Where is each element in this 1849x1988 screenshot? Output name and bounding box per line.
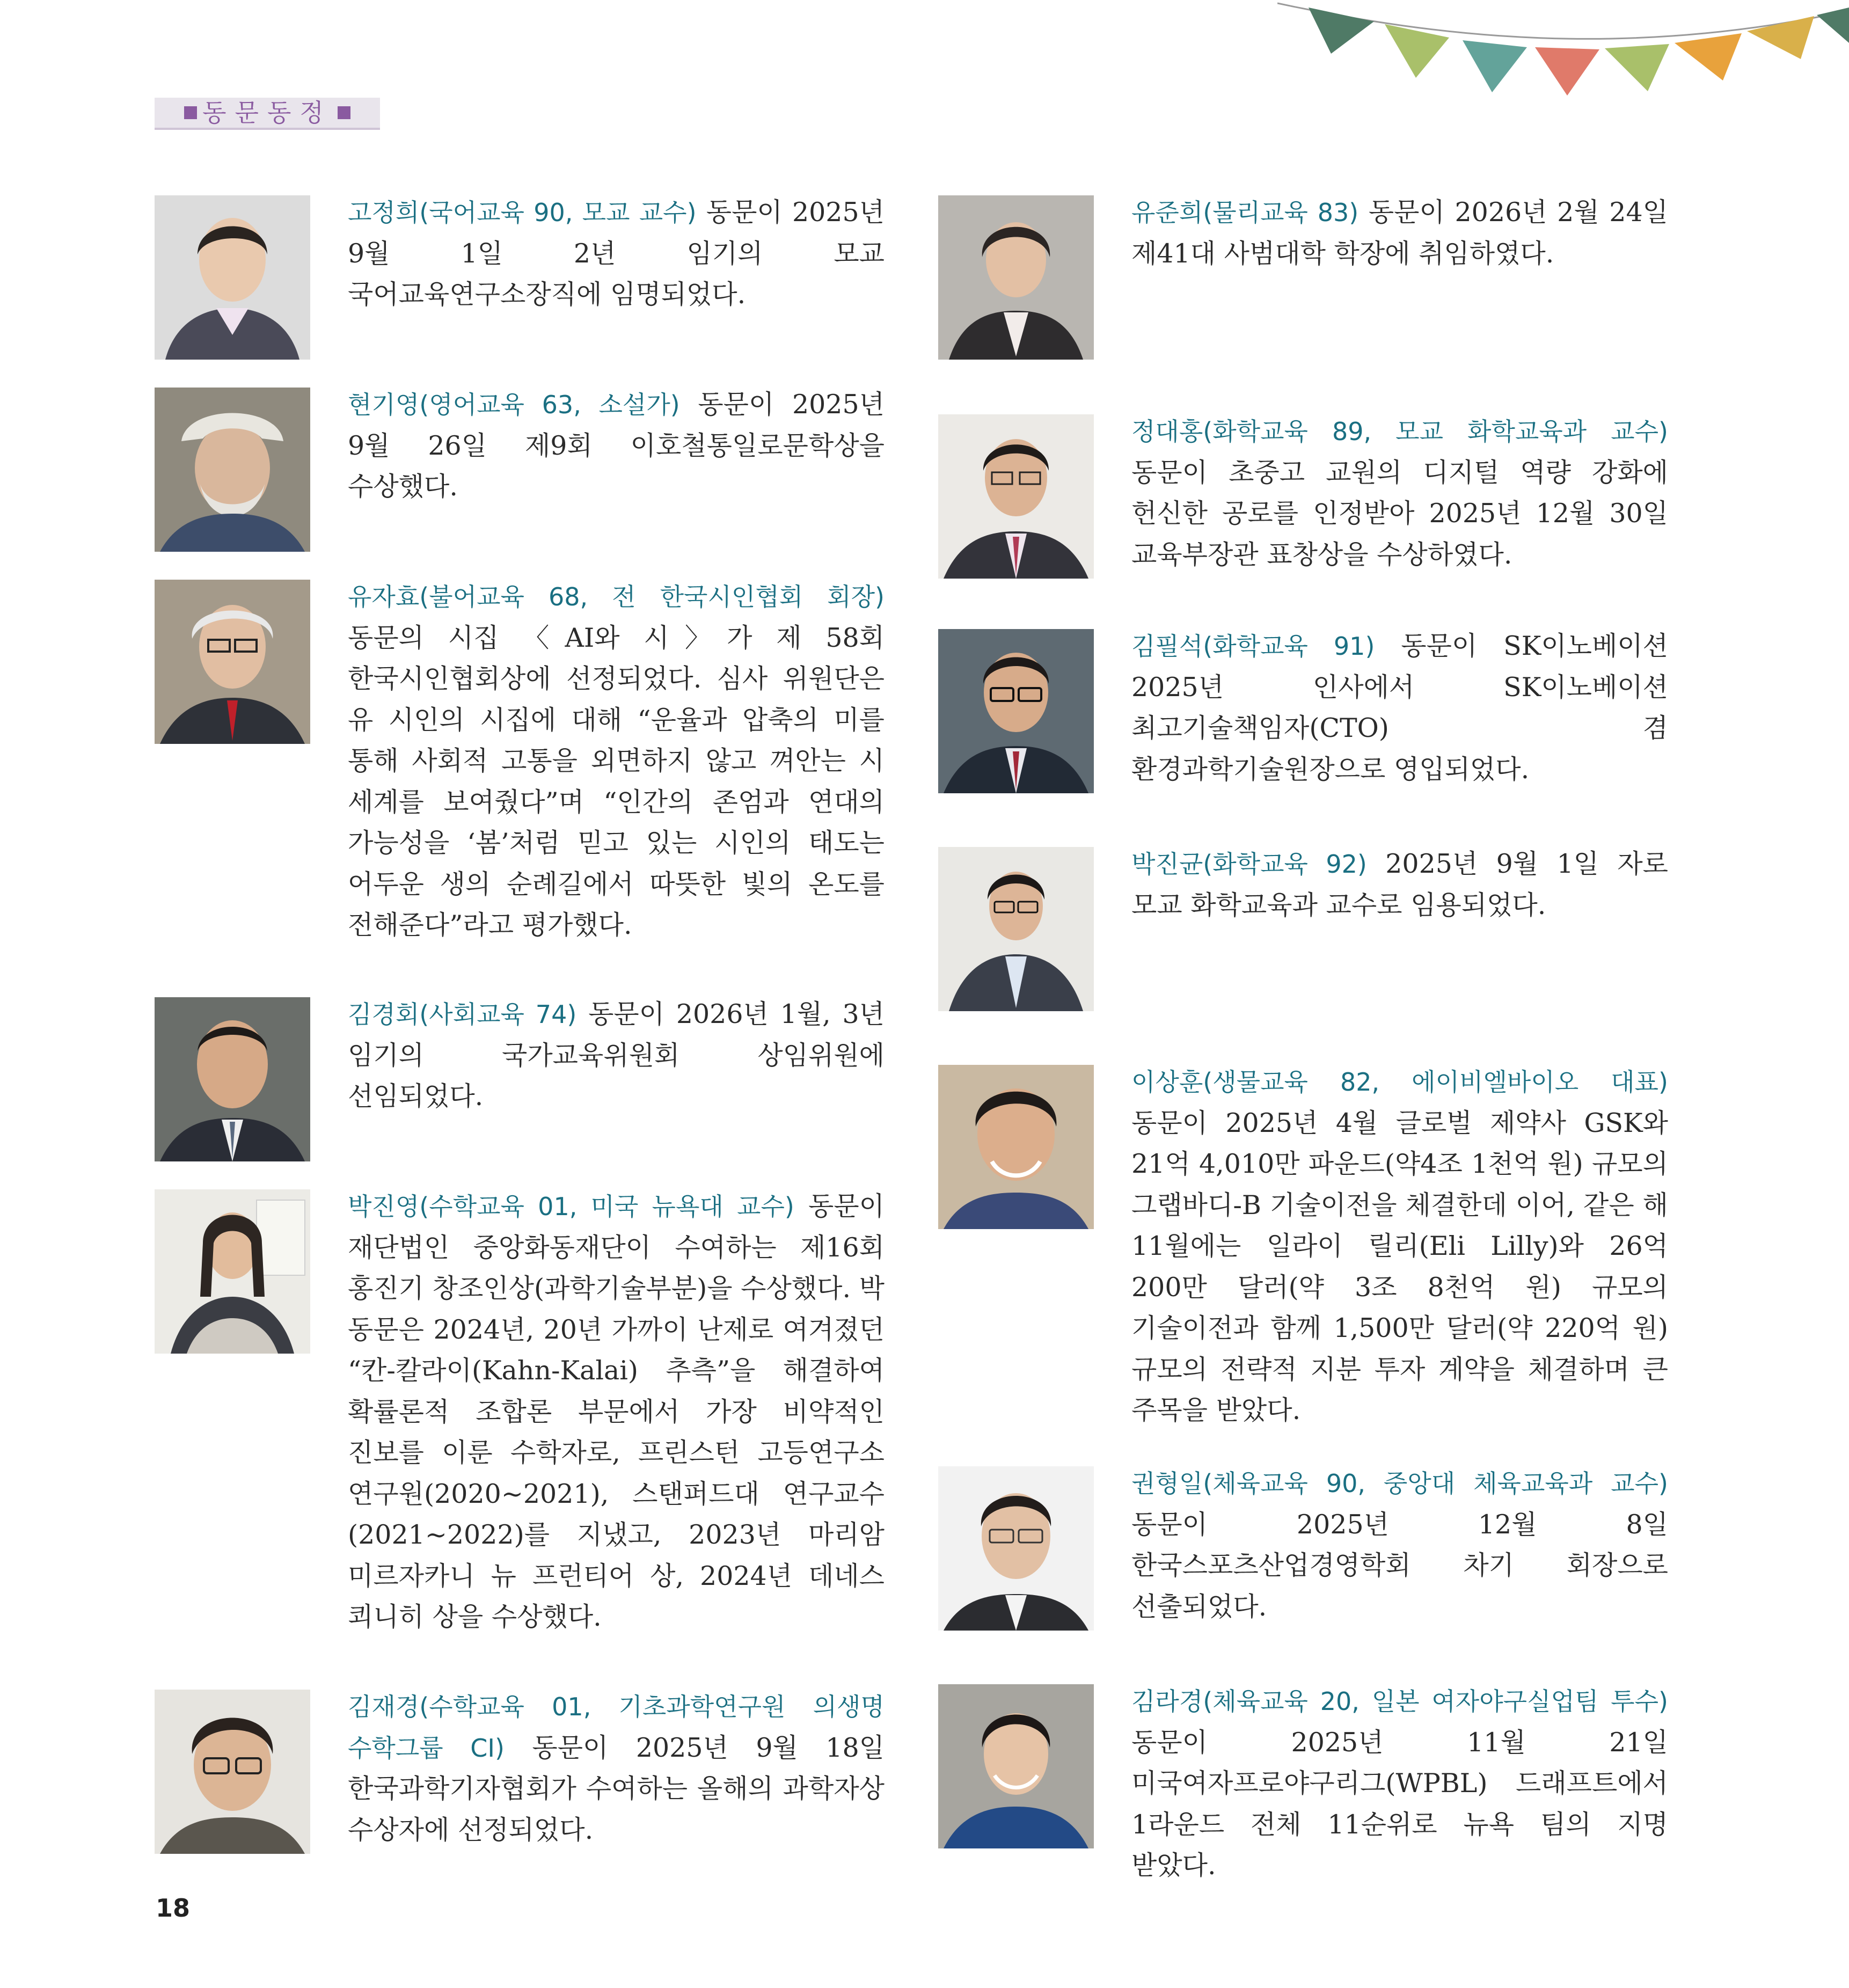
page-number: 18 bbox=[156, 1894, 191, 1923]
bunting-decoration bbox=[1277, 0, 1849, 140]
entry-body: 동문이 2025년 9월 18일 한국과학기자협회가 수여하는 올해의 과학자상 수상자에 선정되었다. bbox=[348, 1732, 885, 1845]
entry-body: 동문이 2025년 9월 1일 2년 임기의 모교 국어교육연구소장직에 임명되었다. bbox=[348, 197, 885, 310]
alumni-name: 김라경(체육교육 20, 일본 여자야구실업팀 투수) bbox=[1131, 1687, 1668, 1716]
alumni-name: 유준희(물리교육 83) bbox=[1131, 198, 1359, 227]
alumni-name: 김필석(화학교육 91) bbox=[1131, 632, 1375, 661]
alumni-name: 유자효(불어교육 68, 전 한국시인협회 회장) bbox=[348, 582, 885, 611]
section-title: 동문동정 bbox=[202, 98, 332, 127]
portrait-photo bbox=[938, 1466, 1094, 1631]
alumni-name: 정대홍(화학교육 89, 모교 화학교육과 교수) bbox=[1131, 417, 1668, 446]
entry-body: 동문이 재단법인 중앙화동재단이 수여하는 제16회 홍진기 창조인상(과학기술부분)을 수상했다. 박 동문은 2024년, 20년 가까이 난제로 여겨졌던 “칸-칼라이(Kahn-Kalai) 추측”을 해결하여 확률론적 조합론 부문에서 가장 비약적인 진보를 이룬 수학자로, 프린스턴 고등연구소 연구원(2020~2021), 스탠퍼드대 연구교수(2021~2022)를 지냈고, 2023년 마리암 미르자카니 뉴 프런티어 상, 2024년 데네스 쾨니히 상을 수상했다. bbox=[348, 1191, 885, 1632]
entry-body: 동문이 2025년 11월 21일 미국여자프로야구리그(WPBL) 드래프트에서 1라운드 전체 11순위로 뉴욕 팀의 지명 받았다. bbox=[1131, 1727, 1668, 1881]
entry-text bbox=[1131, 626, 1668, 790]
portrait-photo bbox=[155, 1189, 310, 1354]
entry-text bbox=[1131, 192, 1668, 274]
entry-text bbox=[1131, 1681, 1668, 1887]
entry-text bbox=[1131, 1463, 1668, 1627]
entry-body: 동문이 2026년 1월, 3년 임기의 국가교육위원회 상임위원에 선임되었다. bbox=[348, 999, 885, 1112]
entry-body: 동문이 SK이노베이션 2025년 인사에서 SK이노베이션 최고기술책임자(CTO) 겸 환경과학기술원장으로 영입되었다. bbox=[1131, 631, 1668, 785]
alumni-name: 권형일(체육교육 90, 중앙대 체육교육과 교수) bbox=[1131, 1469, 1668, 1498]
portrait-photo bbox=[155, 195, 310, 360]
entry-body: 동문이 2025년 12월 8일 한국스포츠산업경영학회 차기 회장으로 선출되었다. bbox=[1131, 1509, 1668, 1622]
portrait-photo bbox=[938, 629, 1094, 793]
entry-body: 동문이 2026년 2월 24일 제41대 사범대학 학장에 취임하였다. bbox=[1131, 197, 1668, 269]
alumni-name: 박진영(수학교육 01, 미국 뉴욕대 교수) bbox=[348, 1192, 794, 1221]
square-bullet-icon bbox=[338, 106, 350, 119]
entry-body: 동문이 초중고 교원의 디지털 역량 강화에 헌신한 공로를 인정받아 2025년 12월 30일 교육부장관 표창상을 수상하였다. bbox=[1131, 457, 1668, 570]
portrait-photo bbox=[938, 1684, 1094, 1848]
entry-text bbox=[1131, 1062, 1668, 1431]
entry-body: 동문의 시집 〈AI와 시〉가 제 58회 한국시인협회상에 선정되었다. 심사 위원단은 유 시인의 시집에 대해 “운율과 압축의 미를 통해 사회적 고통을 외면하지 않고 껴안는 시 세계를 보여줬다”며 “인간의 존엄과 연대의 가능성을 ‘봄’처럼 믿고 있는 시인의 태도는 어두운 생의 순례길에서 따뜻한 빛의 온도를 전해준다”라고 평가했다. bbox=[348, 622, 885, 940]
entry-body: 동문이 2025년 9월 26일 제9회 이호철통일로문학상을 수상했다. bbox=[348, 389, 885, 502]
alumni-name: 박진균(화학교육 92) bbox=[1131, 850, 1367, 879]
entry-body: 2025년 9월 1일 자로 모교 화학교육과 교수로 임용되었다. bbox=[1131, 849, 1668, 920]
entry-text bbox=[1131, 411, 1668, 575]
entry-text bbox=[348, 576, 885, 946]
portrait-photo bbox=[155, 1690, 310, 1854]
square-bullet-icon bbox=[184, 106, 197, 119]
section-header bbox=[155, 98, 380, 130]
entry-text bbox=[348, 192, 885, 316]
alumni-name: 현기영(영어교육 63, 소설가) bbox=[348, 390, 680, 419]
entry-text bbox=[1131, 844, 1668, 926]
entry-text bbox=[348, 384, 885, 508]
alumni-name: 김경회(사회교육 74) bbox=[348, 1000, 577, 1029]
entry-body: 동문이 2025년 4월 글로벌 제약사 GSK와 21억 4,010만 파운드(약4조 1천억 원) 규모의 그랩바디-B 기술이전을 체결한데 이어, 같은 해 11월에는 일라이 릴리(Eli Lilly)와 26억 200만 달러(약 3조 8천억 원) 규모의 기술이전과 함께 1,500만 달러(약 220억 원) 규모의 전략적 지분 투자 계약을 체결하며 큰 주목을 받았다. bbox=[1131, 1107, 1668, 1426]
entry-text bbox=[348, 1186, 885, 1638]
portrait-photo bbox=[938, 195, 1094, 360]
alumni-name: 김재경(수학교육 01, 기초과학연구원 의생명 수학그룹 CI) bbox=[348, 1692, 885, 1763]
portrait-photo bbox=[155, 997, 310, 1161]
portrait-photo bbox=[155, 388, 310, 552]
entry-text bbox=[348, 1686, 885, 1851]
portrait-photo bbox=[155, 580, 310, 744]
alumni-name: 고정희(국어교육 90, 모교 교수) bbox=[348, 198, 697, 227]
portrait-photo bbox=[938, 414, 1094, 579]
alumni-name: 이상훈(생물교육 82, 에이비엘바이오 대표) bbox=[1131, 1068, 1668, 1097]
portrait-photo bbox=[938, 1065, 1094, 1229]
entry-text bbox=[348, 994, 885, 1117]
portrait-photo bbox=[938, 847, 1094, 1011]
